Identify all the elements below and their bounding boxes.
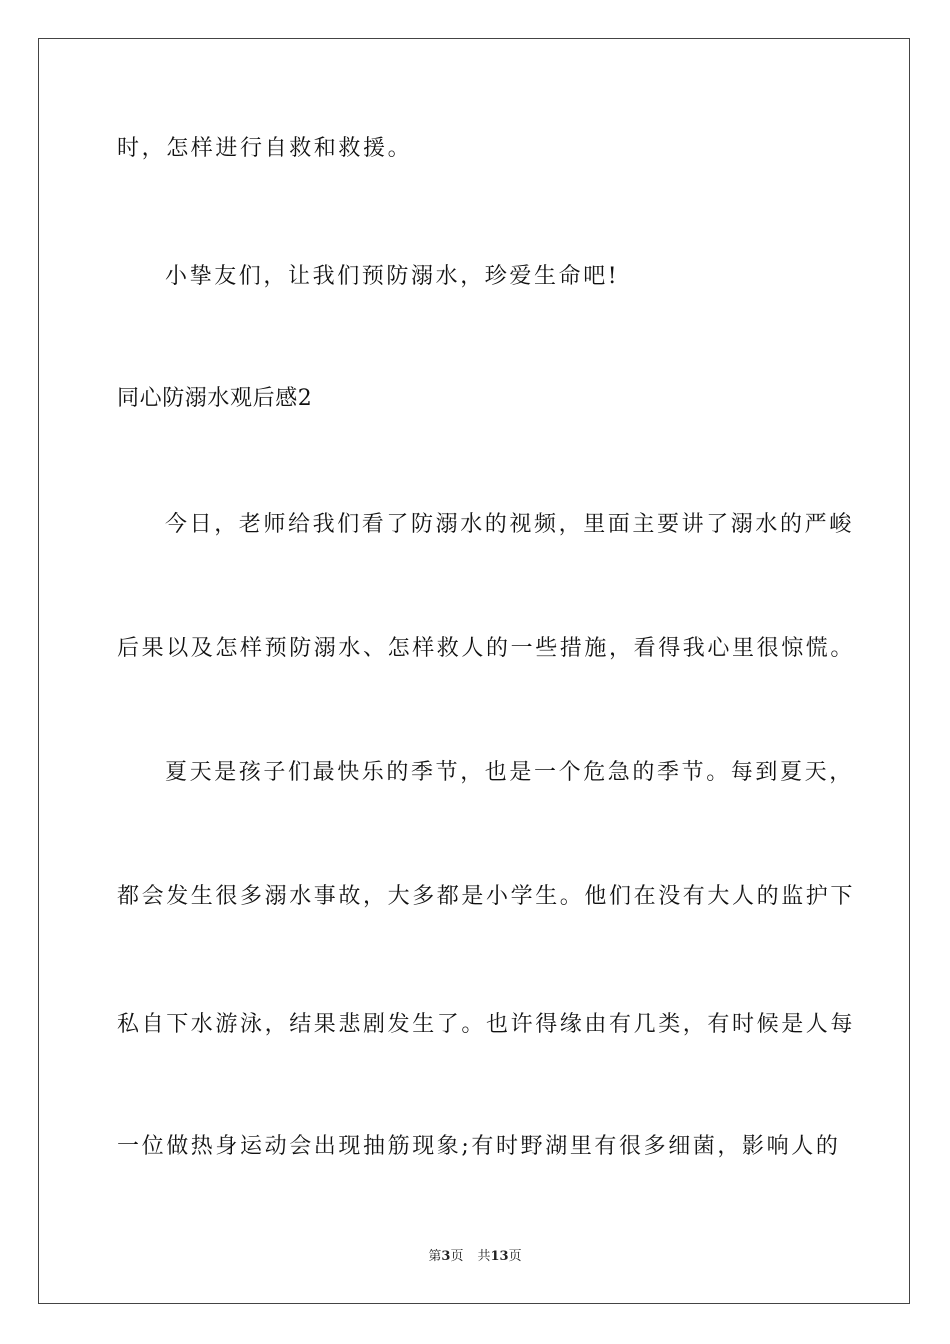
footer-total-suffix: 页	[508, 1249, 522, 1264]
text-line-5: 后果以及怎样预防溺水、怎样救人的一些措施，看得我心里很惊慌。	[117, 636, 856, 661]
footer-page-number: 3	[441, 1249, 451, 1264]
footer-page-prefix: 第	[428, 1249, 442, 1264]
text-line-7: 都会发生很多溺水事故，大多都是小学生。他们在没有大人的监护下	[117, 884, 856, 909]
footer-page-suffix: 页	[450, 1249, 464, 1264]
text-line-2: 小挚友们，让我们预防溺水，珍爱生命吧!	[165, 264, 620, 289]
text-line-6: 夏天是孩子们最快乐的季节，也是一个危急的季节。每到夏天，	[165, 760, 854, 785]
section-heading: 同心防溺水观后感2	[117, 386, 313, 411]
page-border	[38, 38, 910, 1304]
text-line-1: 时，怎样进行自救和救援。	[117, 136, 413, 161]
footer-total-number: 13	[490, 1249, 509, 1264]
footer-total-prefix: 共	[477, 1249, 491, 1264]
page-footer	[0, 1248, 950, 1266]
text-line-9: 一位做热身运动会出现抽筋现象;有时野湖里有很多细菌，影响人的	[117, 1134, 841, 1159]
text-line-4: 今日，老师给我们看了防溺水的视频，里面主要讲了溺水的严峻	[165, 512, 854, 537]
text-line-8: 私自下水游泳，结果悲剧发生了。也许得缘由有几类，有时候是人每	[117, 1012, 856, 1037]
